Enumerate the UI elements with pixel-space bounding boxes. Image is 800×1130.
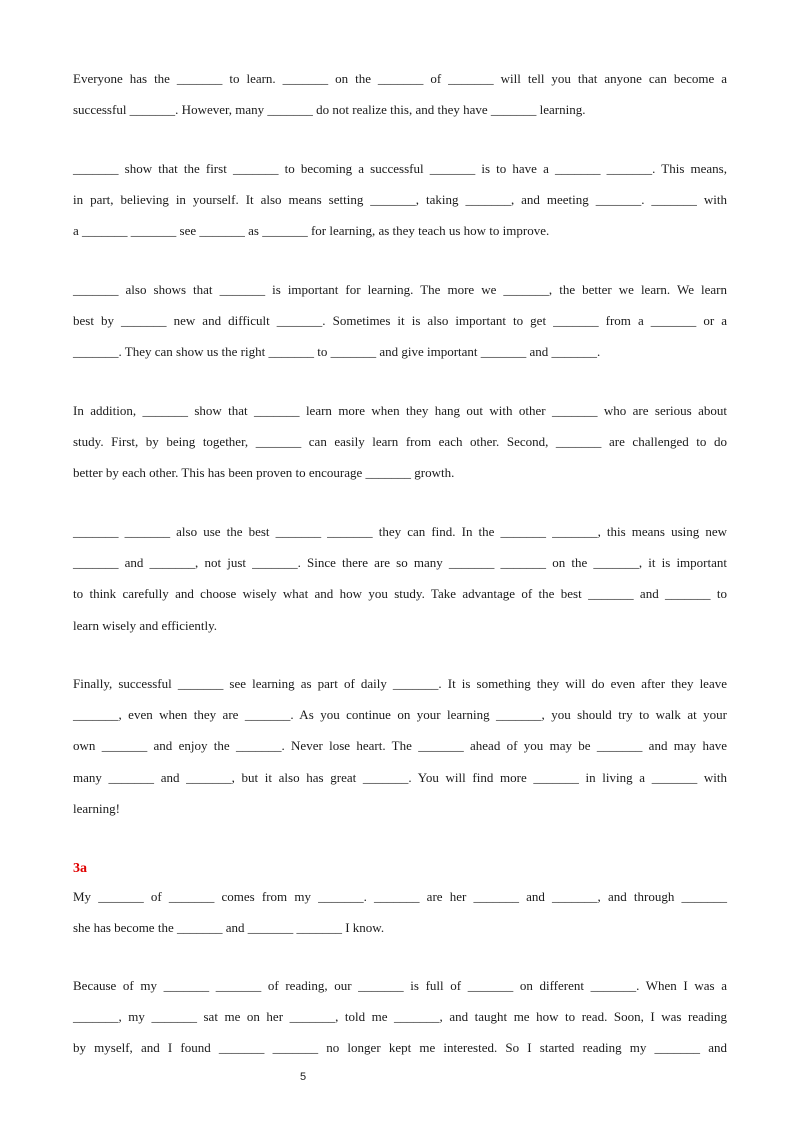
text-line: learn wisely and efficiently. <box>73 617 218 633</box>
text-line: Finally, successful _______ see learning as part of daily _______. It is something they will do even after they leave <box>73 676 727 691</box>
paragraph-2 <box>73 160 727 254</box>
text-line: best by _______ new and difficult _______. Sometimes it is also important to get _______ from a _______ or a <box>73 313 727 329</box>
text-line: a _______ _______ see _______ as _______ for learning, as they teach us how to improve. <box>73 223 550 239</box>
text-line: _______ show that the first _______ to becoming a successful _______ is to have a _______ _______. This means, <box>73 161 727 176</box>
text-line: _______ _______ also use the best _______ _______ they can find. In the _______ _______, this means using new <box>73 524 727 539</box>
text-line: _______. They can show us the right _______ to _______ and give important _______ and _______. <box>73 344 601 360</box>
section-paragraph-1 <box>73 888 727 950</box>
text-line: by myself, and I found _______ _______ no longer kept me interested. So I started reading my _______ and <box>73 1040 727 1056</box>
paragraph-6 <box>73 675 727 831</box>
section-heading: 3a <box>73 861 87 876</box>
paragraph-1 <box>73 70 727 132</box>
text-line: Because of my _______ _______ of reading, our _______ is full of _______ on different _______. When I was a <box>73 978 727 993</box>
page-number: 5 <box>300 1071 307 1083</box>
section-paragraph-2 <box>73 977 727 1071</box>
text-line: in part, believing in yourself. It also means setting _______, taking _______, and meeting _______. _______ with <box>73 192 727 208</box>
text-line: _______, even when they are _______. As you continue on your learning _______, you should try to walk at your <box>73 707 727 723</box>
text-line: many _______ and _______, but it also has great _______. You will find more _______ in living a _______ with <box>73 769 727 785</box>
text-line: _______ also shows that _______ is important for learning. The more we _______, the better we learn. We learn <box>73 282 727 297</box>
text-line: to think carefully and choose wisely what and how you study. Take advantage of the best _______ and _______ to <box>73 586 727 602</box>
text-line: she has become the _______ and _______ _______ I know. <box>73 920 385 936</box>
paragraph-3 <box>73 281 727 375</box>
paragraph-4 <box>73 402 727 496</box>
text-line: _______, my _______ sat me on her _______, told me _______, and taught me how to read. Soon, I was reading <box>73 1009 727 1025</box>
text-line: own _______ and enjoy the _______. Never lose heart. The _______ ahead of you may be _______ and may have <box>73 738 727 754</box>
text-line: successful _______. However, many _______ do not realize this, and they have _______ learning. <box>73 102 586 118</box>
paragraph-5 <box>73 523 727 648</box>
text-line: better by each other. This has been proven to encourage _______ growth. <box>73 465 455 481</box>
text-line: _______ and _______, not just _______. Since there are so many _______ _______ on the _______, it is important <box>73 555 727 571</box>
text-line: My _______ of _______ comes from my _______. _______ are her _______ and _______, and through _______ <box>73 889 727 904</box>
text-line: In addition, _______ show that _______ learn more when they hang out with other _______ who are serious about <box>73 403 727 418</box>
text-line: study. First, by being together, _______ can easily learn from each other. Second, _______ are challenged to do <box>73 434 727 450</box>
text-line: Everyone has the _______ to learn. _______ on the _______ of _______ will tell you that anyone can become a <box>73 71 727 86</box>
text-line: learning! <box>73 800 120 816</box>
